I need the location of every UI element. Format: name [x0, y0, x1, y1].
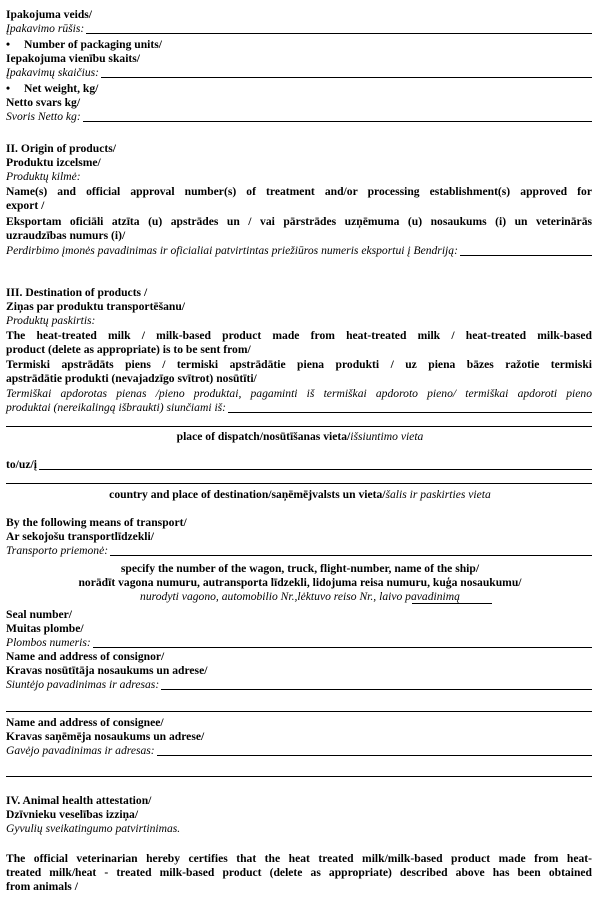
establishment-lv-2: uzraudzības numurs (i)/ — [6, 229, 126, 242]
to-label: to/uz/į — [6, 458, 37, 471]
transport-lv: Ar sekojošu transportlīdzekli/ — [6, 530, 154, 543]
section-iii-lv: Ziņas par produktu transportēšanu/ — [6, 300, 186, 313]
consignee-en: Name and address of consignee/ — [6, 716, 164, 729]
sent-from-line — [228, 412, 592, 413]
product-sent-lt-1: Termiškai apdorotas pienas /pieno produktai, pagaminti iš termiškai apdoroto pieno/ termiškai apdoroti pieno — [6, 387, 592, 400]
establishment-field — [6, 244, 592, 258]
transport-en: By the following means of transport/ — [6, 516, 187, 529]
product-sent-lv-2: apstrādātie produkti (nevajadzīgo svītrot) nosūtīti/ — [6, 372, 257, 385]
net-weight-label-lt: Svoris Netto kg: — [6, 110, 81, 123]
section-ii-lt: Produktų kilmė: — [6, 170, 81, 183]
packaging-type-line — [86, 33, 592, 34]
section-iii-title: III. Destination of products / — [6, 286, 148, 299]
consignee-line-2 — [6, 776, 592, 777]
consignor-en: Name and address of consignor/ — [6, 650, 165, 663]
specify-lv: norādīt vagona numuru, autransporta līdzekli, lidojuma reisa numuru, kuģa nosaukumu/ — [78, 576, 522, 589]
establishment-line — [460, 255, 592, 256]
packaging-units-label-lv: Iepakojuma vienību skaits/ — [6, 52, 141, 65]
seal-field — [6, 636, 592, 650]
destination-field — [6, 458, 592, 472]
seal-lv: Muitas plombe/ — [6, 622, 84, 635]
packaging-units-label-en: • Number of packaging units/ — [6, 38, 162, 51]
packaging-units-line — [101, 77, 592, 78]
section-iv-title: IV. Animal health attestation/ — [6, 794, 152, 807]
attestation-body-2: treated milk/heat - treated milk-based product (delete as appropriate) described above has been obtained — [6, 866, 592, 879]
bullet-icon: • — [6, 38, 11, 51]
dispatch-line — [6, 426, 592, 427]
transport-lt: Transporto priemonė: — [6, 544, 109, 557]
net-weight-line — [83, 121, 592, 122]
sent-from-field — [6, 401, 592, 415]
product-sent-lv-1: Termiski apstrādāts piens / termiski apstrādātie piena produkti / uz piena bāzes ražotie termiski — [6, 358, 592, 371]
establishment-en-1: Name(s) and official approval number(s) of treatment and/or processing establishment(s) approved for — [6, 185, 592, 198]
consignor-lv: Kravas nosūtītāja nosaukums un adrese/ — [6, 664, 208, 677]
section-iv-lt: Gyvulių sveikatingumo patvirtinimas. — [6, 822, 181, 835]
specify-en: specify the number of the wagon, truck, flight-number, name of the ship/ — [120, 562, 480, 575]
net-weight-label-en: • Net weight, kg/ — [6, 82, 99, 95]
specify-underline — [412, 603, 492, 604]
product-sent-en-2: product (delete as appropriate) is to be sent from/ — [6, 343, 251, 356]
seal-line — [93, 647, 592, 648]
consignee-lv: Kravas saņēmēja nosaukums un adrese/ — [6, 730, 205, 743]
establishment-lt: Perdirbimo įmonės pavadinimas ir oficialiai patvirtintas priežiūros numeris eksportui į Bendriją: — [6, 244, 458, 257]
consignor-line-2 — [6, 711, 592, 712]
consignor-field — [6, 678, 592, 692]
to-line — [39, 469, 592, 470]
consignee-line — [157, 755, 592, 756]
specify-lt: nurodyti vagono, automobilio Nr.,lėktuvo reiso Nr., laivo pavadinimą — [140, 590, 460, 603]
consignee-lt: Gavėjo pavadinimas ir adresas: — [6, 744, 155, 757]
attestation-body-1: The official veterinarian hereby certifies that the heat treated milk/milk-based product made from heat- — [6, 852, 592, 865]
consignor-lt: Siuntėjo pavadinimas ir adresas: — [6, 678, 160, 691]
product-sent-en-1: The heat-treated milk / milk-based product made from heat-treated milk / heat-treated milk-based — [6, 329, 592, 342]
consignee-field — [6, 744, 592, 758]
net-weight-field — [6, 110, 592, 124]
packaging-type-label-en: Ipakojuma veids/ — [6, 8, 93, 21]
section-iii-lt: Produktų paskirtis: — [6, 314, 96, 327]
establishment-en-2: export / — [6, 199, 45, 212]
seal-en: Seal number/ — [6, 608, 73, 621]
section-ii-title: II. Origin of products/ — [6, 142, 116, 155]
attestation-body-3: from animals / — [6, 880, 78, 893]
product-sent-lt-2: produktai (nereikalingą išbraukti) siunčiami iš: — [6, 401, 227, 414]
packaging-units-label-lt: Įpakavimų skaičius: — [6, 66, 100, 79]
transport-field — [6, 544, 592, 558]
dispatch-caption: place of dispatch/nosūtīšanas vieta/išsiuntimo vieta — [176, 430, 424, 443]
net-weight-label-lv: Netto svars kg/ — [6, 96, 81, 109]
transport-line — [110, 555, 592, 556]
destination-caption: country and place of destination/saņēmējvalsts un vieta/šalis ir paskirties vieta — [109, 488, 491, 501]
seal-lt: Plombos numeris: — [6, 636, 91, 649]
packaging-type-label-lt: Įpakavimo rūšis: — [6, 22, 85, 35]
section-ii-lv: Produktu izcelsme/ — [6, 156, 101, 169]
section-iv-lv: Dzīvnieku veselības izziņa/ — [6, 808, 139, 821]
packaging-type-field — [6, 22, 592, 36]
destination-line — [6, 483, 592, 484]
bullet-icon: • — [6, 82, 11, 95]
consignor-line — [161, 689, 592, 690]
establishment-lv-1: Eksportam oficiāli atzīta (u) apstrādes un / vai pārstrādes uzņēmuma (u) nosaukums (i) un veterinārās — [6, 215, 592, 228]
packaging-units-field — [6, 66, 592, 80]
